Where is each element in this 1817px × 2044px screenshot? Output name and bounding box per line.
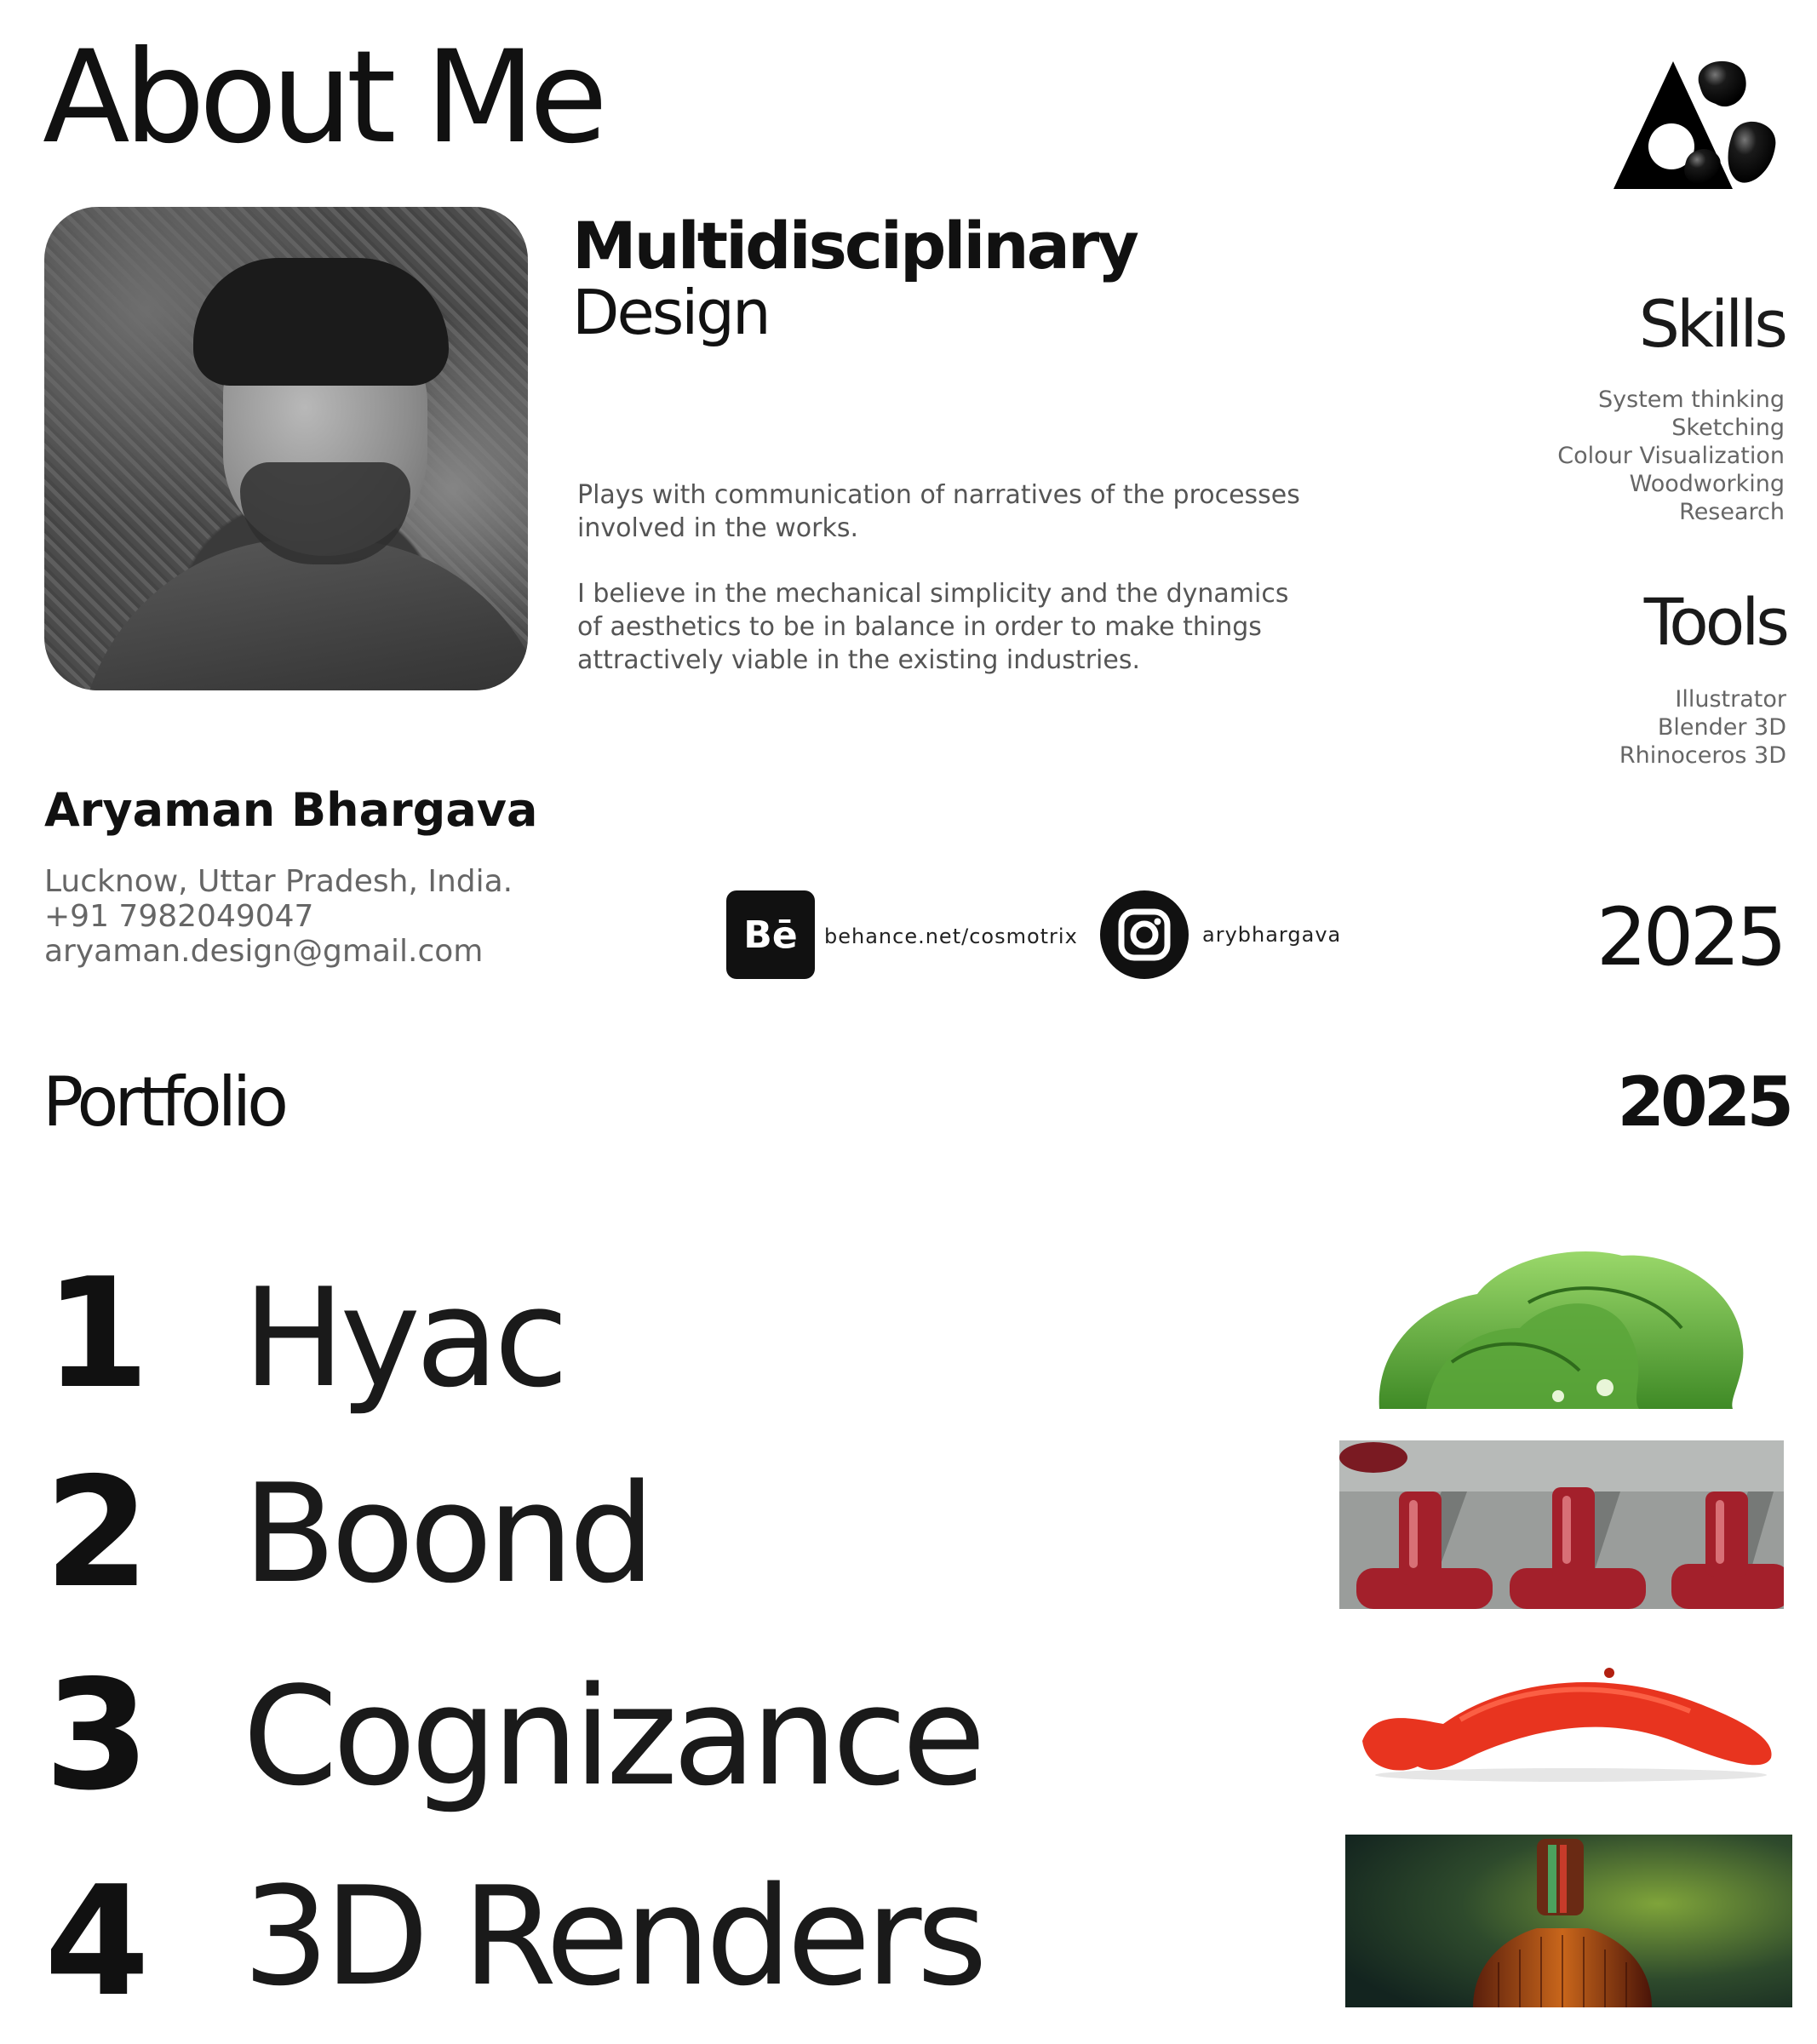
- project-number: 3: [44, 1647, 150, 1824]
- bio-p2-l2: of aesthetics to be in balance in order to make things: [577, 612, 1262, 642]
- project-number: 2: [44, 1445, 150, 1621]
- red-twisted-object-render[interactable]: [1350, 1647, 1780, 1783]
- tool-item: Blender 3D: [1657, 714, 1786, 741]
- headline: [572, 208, 1137, 348]
- project-title[interactable]: Hyac: [243, 1258, 565, 1417]
- tool-item: Rhinoceros 3D: [1619, 742, 1786, 769]
- skill-item: Woodworking: [1629, 471, 1785, 497]
- email-link[interactable]: aryaman.design@gmail.com: [44, 934, 484, 969]
- skill-item: Sketching: [1671, 415, 1785, 441]
- project-number: 1: [44, 1245, 150, 1422]
- profile-name: Aryaman Bhargava: [44, 783, 538, 837]
- skills-list: [1557, 386, 1785, 526]
- location-text: Lucknow, Uttar Pradesh, India.: [44, 864, 513, 899]
- page-title: About Me: [43, 24, 602, 172]
- instagram-icon[interactable]: [1100, 890, 1189, 979]
- amber-bottle-render[interactable]: [1345, 1835, 1792, 2007]
- phone-text[interactable]: +91 7982049047: [44, 899, 314, 934]
- project-number: 4: [44, 1853, 150, 2030]
- green-leaves-render[interactable]: [1375, 1243, 1750, 1413]
- instagram-link[interactable]: arybhargava: [1202, 923, 1342, 947]
- skill-item: Colour Visualization: [1557, 443, 1785, 469]
- bio-p1-l1: Plays with communication of narratives of the processes: [577, 480, 1300, 510]
- skill-item: Research: [1679, 499, 1785, 525]
- year-label: 2025: [1596, 891, 1783, 984]
- skills-heading: Skills: [1638, 286, 1785, 362]
- bio-p2-l1: I believe in the mechanical simplicity and the dynamics: [577, 579, 1289, 609]
- portfolio-title: Portfolio: [43, 1062, 285, 1142]
- bio-p1-l2: involved in the works.: [577, 513, 858, 543]
- behance-icon[interactable]: Bē: [726, 890, 815, 979]
- portrait-photo: [44, 207, 528, 690]
- bio-p2-l3: attractively viable in the existing industries.: [577, 645, 1140, 675]
- tool-item: Illustrator: [1675, 686, 1786, 713]
- tools-heading: Tools: [1643, 584, 1786, 660]
- red-bottles-render[interactable]: [1339, 1440, 1784, 1609]
- portfolio-year: 2025: [1617, 1062, 1790, 1142]
- behance-link[interactable]: behance.net/cosmotrix: [824, 925, 1078, 948]
- tools-list: [1619, 685, 1786, 770]
- contact-info: [44, 864, 513, 969]
- project-title[interactable]: Boond: [243, 1454, 651, 1613]
- project-title[interactable]: 3D Renders: [243, 1857, 983, 2016]
- project-title[interactable]: Cognizance: [243, 1657, 981, 1816]
- headline-line2: Design: [572, 277, 769, 348]
- bio-text: [577, 478, 1378, 709]
- headline-line1: Multidisciplinary: [572, 208, 1137, 283]
- shapes-logo-icon: [1614, 53, 1784, 198]
- skill-item: System thinking: [1598, 386, 1785, 413]
